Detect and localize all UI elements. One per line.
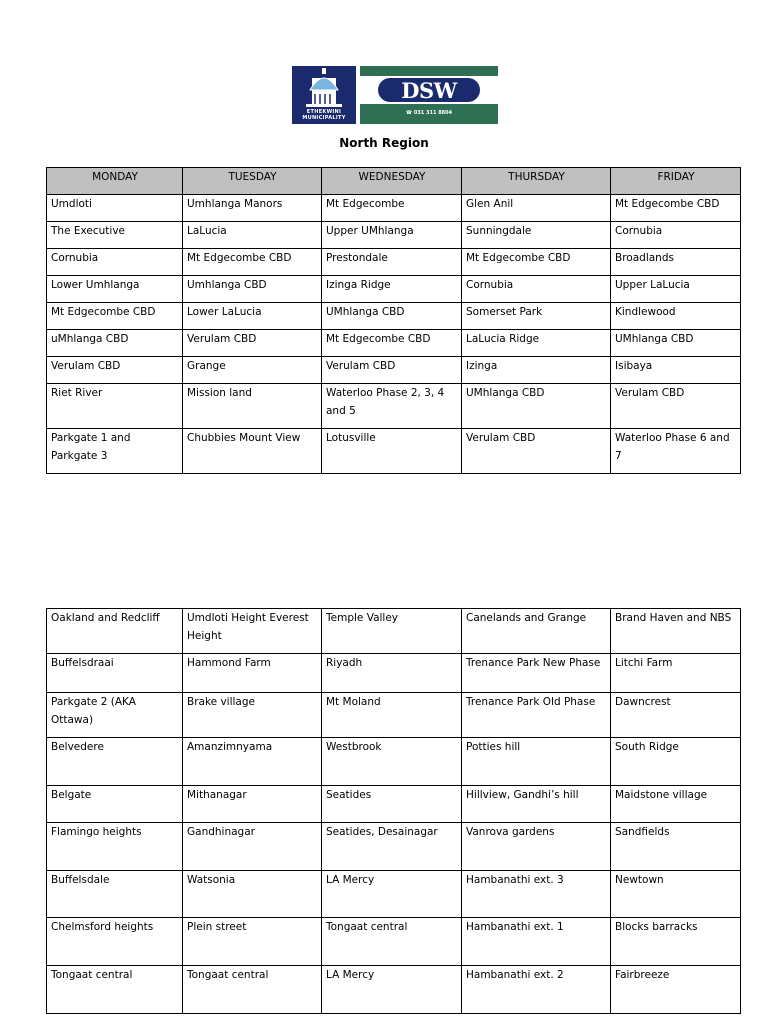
day-header-row: [47, 168, 741, 195]
cell-thursday: UMhlanga CBD: [462, 384, 611, 429]
table-row: [47, 786, 741, 823]
cell-tuesday: Grange: [183, 357, 322, 384]
cell-monday: The Executive: [47, 222, 183, 249]
cell-tuesday: Tongaat central: [183, 966, 322, 1014]
table-row: [47, 823, 741, 871]
cell-wednesday: LA Mercy: [322, 871, 462, 918]
cell-monday: Belvedere: [47, 738, 183, 786]
cell-monday: Riet River: [47, 384, 183, 429]
cell-wednesday: Westbrook: [322, 738, 462, 786]
page-title: North Region: [339, 136, 429, 150]
cell-thursday: Trenance Park Old Phase: [462, 693, 611, 738]
cell-monday: Buffelsdraai: [47, 654, 183, 693]
cell-friday: UMhlanga CBD: [611, 330, 741, 357]
table-row: [47, 330, 741, 357]
cell-tuesday: Umhlanga Manors: [183, 195, 322, 222]
cell-tuesday: Plein street: [183, 918, 322, 966]
cell-monday: Tongaat central: [47, 966, 183, 1014]
cell-friday: Blocks barracks: [611, 918, 741, 966]
table-row: [47, 654, 741, 693]
cell-tuesday: Hammond Farm: [183, 654, 322, 693]
cell-tuesday: Gandhinagar: [183, 823, 322, 871]
cell-wednesday: Upper UMhlanga: [322, 222, 462, 249]
table-row: [47, 357, 741, 384]
cell-monday: Buffelsdale: [47, 871, 183, 918]
schedule-table-1: [46, 167, 741, 474]
cell-wednesday: Mt Edgecombe: [322, 195, 462, 222]
cell-friday: Maidstone village: [611, 786, 741, 823]
cell-monday: Parkgate 2 (AKA Ottawa): [47, 693, 183, 738]
cell-monday: Belgate: [47, 786, 183, 823]
cell-friday: Fairbreeze: [611, 966, 741, 1014]
cell-thursday: Hillview, Gandhi’s hill: [462, 786, 611, 823]
cell-wednesday: Seatides, Desainagar: [322, 823, 462, 871]
day-header-wednesday: WEDNESDAY: [322, 168, 462, 195]
table-row: [47, 222, 741, 249]
cell-tuesday: Watsonia: [183, 871, 322, 918]
cell-thursday: Somerset Park: [462, 303, 611, 330]
cell-friday: Kindlewood: [611, 303, 741, 330]
table-row: [47, 303, 741, 330]
table-row: [47, 609, 741, 654]
cell-tuesday: Mt Edgecombe CBD: [183, 249, 322, 276]
cell-tuesday: Mithanagar: [183, 786, 322, 823]
cell-thursday: Izinga: [462, 357, 611, 384]
cell-thursday: Vanrova gardens: [462, 823, 611, 871]
table-row: [47, 966, 741, 1014]
cell-tuesday: Verulam CBD: [183, 330, 322, 357]
day-header-tuesday: TUESDAY: [183, 168, 322, 195]
cell-monday: Verulam CBD: [47, 357, 183, 384]
cell-wednesday: Verulam CBD: [322, 357, 462, 384]
cell-friday: Isibaya: [611, 357, 741, 384]
cell-friday: Waterloo Phase 6 and 7: [611, 429, 741, 474]
dsw-logo-text: DSW: [401, 78, 457, 103]
cell-thursday: Trenance Park New Phase: [462, 654, 611, 693]
table-row: [47, 276, 741, 303]
cell-monday: Lower Umhlanga: [47, 276, 183, 303]
header-logos: [292, 66, 498, 124]
table-row: [47, 918, 741, 966]
cell-wednesday: Prestondale: [322, 249, 462, 276]
cell-thursday: Hambanathi ext. 3: [462, 871, 611, 918]
cell-friday: Dawncrest: [611, 693, 741, 738]
cell-friday: Broadlands: [611, 249, 741, 276]
cell-friday: Newtown: [611, 871, 741, 918]
table-row: [47, 384, 741, 429]
cell-wednesday: Riyadh: [322, 654, 462, 693]
cell-wednesday: Seatides: [322, 786, 462, 823]
day-header-thursday: THURSDAY: [462, 168, 611, 195]
cell-wednesday: LA Mercy: [322, 966, 462, 1014]
cell-tuesday: Umdloti Height Everest Height: [183, 609, 322, 654]
cell-thursday: Potties hill: [462, 738, 611, 786]
cell-thursday: Verulam CBD: [462, 429, 611, 474]
cell-thursday: Canelands and Grange: [462, 609, 611, 654]
cell-thursday: LaLucia Ridge: [462, 330, 611, 357]
cell-tuesday: Umhlanga CBD: [183, 276, 322, 303]
cell-monday: Cornubia: [47, 249, 183, 276]
cell-wednesday: Lotusville: [322, 429, 462, 474]
cell-wednesday: Mt Moland: [322, 693, 462, 738]
cell-thursday: Sunningdale: [462, 222, 611, 249]
cell-tuesday: Brake village: [183, 693, 322, 738]
day-header-monday: MONDAY: [47, 168, 183, 195]
cell-friday: Litchi Farm: [611, 654, 741, 693]
table-row: [47, 738, 741, 786]
cell-friday: Cornubia: [611, 222, 741, 249]
cell-monday: Umdloti: [47, 195, 183, 222]
cell-thursday: Glen Anil: [462, 195, 611, 222]
cell-friday: Sandfields: [611, 823, 741, 871]
cell-tuesday: Amanzimnyama: [183, 738, 322, 786]
table-row: [47, 429, 741, 474]
cell-monday: Mt Edgecombe CBD: [47, 303, 183, 330]
cell-tuesday: Mission land: [183, 384, 322, 429]
cell-monday: Chelmsford heights: [47, 918, 183, 966]
dsw-logo: [360, 66, 498, 124]
cell-wednesday: Izinga Ridge: [322, 276, 462, 303]
dsw-phone-number: ☎ 031 311 8804: [405, 110, 453, 116]
cell-wednesday: Mt Edgecombe CBD: [322, 330, 462, 357]
schedule-table-2: [46, 608, 741, 1014]
ethekwini-municipality-logo: [292, 66, 356, 124]
cell-monday: Parkgate 1 and Parkgate 3: [47, 429, 183, 474]
cell-tuesday: LaLucia: [183, 222, 322, 249]
day-header-friday: FRIDAY: [611, 168, 741, 195]
cell-thursday: Mt Edgecombe CBD: [462, 249, 611, 276]
cell-thursday: Cornubia: [462, 276, 611, 303]
cell-monday: uMhlanga CBD: [47, 330, 183, 357]
municipality-logo-line2: MUNICIPALITY: [302, 115, 346, 121]
cell-friday: Verulam CBD: [611, 384, 741, 429]
cell-friday: South Ridge: [611, 738, 741, 786]
cell-monday: Flamingo heights: [47, 823, 183, 871]
cell-wednesday: Waterloo Phase 2, 3, 4 and 5: [322, 384, 462, 429]
cell-wednesday: Tongaat central: [322, 918, 462, 966]
cell-monday: Oakland and Redcliff: [47, 609, 183, 654]
cell-friday: Upper LaLucia: [611, 276, 741, 303]
cell-thursday: Hambanathi ext. 2: [462, 966, 611, 1014]
cell-wednesday: UMhlanga CBD: [322, 303, 462, 330]
municipality-logo-line1: ETHEKWINI: [306, 109, 342, 115]
table-row: [47, 249, 741, 276]
cell-tuesday: Chubbies Mount View: [183, 429, 322, 474]
table-row: [47, 195, 741, 222]
cell-tuesday: Lower LaLucia: [183, 303, 322, 330]
table-row: [47, 693, 741, 738]
cell-wednesday: Temple Valley: [322, 609, 462, 654]
cell-friday: Brand Haven and NBS: [611, 609, 741, 654]
table-row: [47, 871, 741, 918]
cell-friday: Mt Edgecombe CBD: [611, 195, 741, 222]
cell-thursday: Hambanathi ext. 1: [462, 918, 611, 966]
